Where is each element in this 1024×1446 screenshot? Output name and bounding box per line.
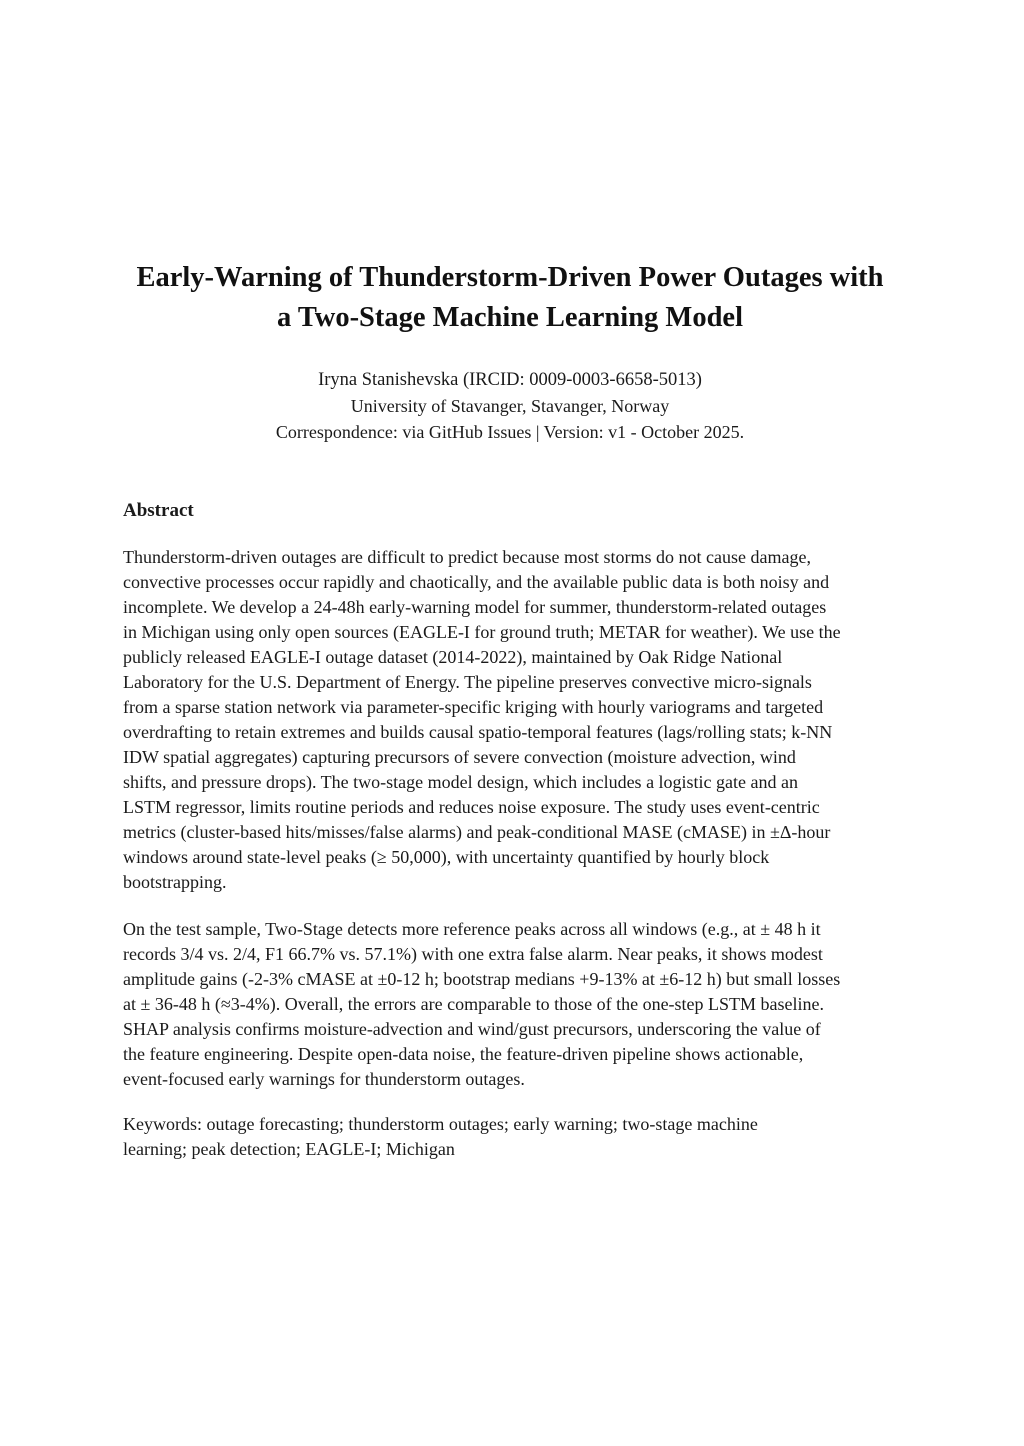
text-line: records 3/4 vs. 2/4, F1 66.7% vs. 57.1%) with one extra false alarm. Near peaks, it shows modest — [123, 944, 823, 964]
keywords-paragraph — [123, 1112, 883, 1162]
author-affiliation: University of Stavanger, Stavanger, Norway — [350, 396, 670, 416]
text-line: incomplete. We develop a 24-48h early-warning model for summer, thunderstorm-related outages — [123, 597, 827, 617]
text-line: overdrafting to retain extremes and builds causal spatio-temporal features (lags/rolling stats; k-NN — [123, 722, 833, 742]
text-line: publicly released EAGLE-I outage dataset (2014-2022), maintained by Oak Ridge National — [123, 647, 783, 667]
text-line: Thunderstorm-driven outages are difficult to predict because most storms do not cause damage, — [123, 547, 811, 567]
text-line: in Michigan using only open sources (EAGLE-I for ground truth; METAR for weather). We use the — [123, 622, 841, 642]
text-line: On the test sample, Two-Stage detects more reference peaks across all windows (e.g., at ± 48 h it — [123, 919, 821, 939]
text-line: metrics (cluster-based hits/misses/false alarms) and peak-conditional MASE (cMASE) in ±Δ-hour — [123, 822, 831, 842]
text-line: Laboratory for the U.S. Department of Energy. The pipeline preserves convective micro-signals — [123, 672, 812, 692]
author-name: Iryna Stanishevska (IRCID: 0009-0003-6658-5013) — [318, 370, 702, 390]
text-line: Keywords: outage forecasting; thunderstorm outages; early warning; two-stage machine — [123, 1114, 758, 1134]
text-line: bootstrapping. — [123, 872, 227, 892]
abstract-paragraph-1 — [123, 545, 883, 895]
text-line: amplitude gains (-2-3% cMASE at ±0-12 h; bootstrap medians +9-13% at ±6-12 h) but small losses — [123, 969, 841, 989]
text-line: from a sparse station network via parameter-specific kriging with hourly variograms and targeted — [123, 697, 824, 717]
text-line: LSTM regressor, limits routine periods and reduces noise exposure. The study uses event-centric — [123, 797, 820, 817]
paper-title-line: a Two-Stage Machine Learning Model — [276, 302, 743, 333]
correspondence-line: Correspondence: via GitHub Issues | Version: v1 - October 2025. — [275, 422, 745, 442]
author-block — [100, 367, 920, 445]
text-line: learning; peak detection; EAGLE-I; Michigan — [123, 1139, 455, 1159]
text-line: at ± 36-48 h (≈3-4%). Overall, the errors are comparable to those of the one-step LSTM baseline. — [123, 994, 825, 1014]
text-line: convective processes occur rapidly and chaotically, and the available public data is both noisy and — [123, 572, 830, 592]
paper-title — [100, 258, 920, 338]
abstract-heading: Abstract — [123, 500, 194, 521]
text-line: event-focused early warnings for thunderstorm outages. — [123, 1069, 525, 1089]
abstract-paragraph-2 — [123, 917, 883, 1092]
text-line: shifts, and pressure drops). The two-stage model design, which includes a logistic gate and an — [123, 772, 799, 792]
text-line: IDW spatial aggregates) capturing precursors of severe convection (moisture advection, wind — [123, 747, 796, 767]
paper-title-line: Early-Warning of Thunderstorm-Driven Power Outages with — [136, 262, 884, 293]
text-line: SHAP analysis confirms moisture-advection and wind/gust precursors, underscoring the value of — [123, 1019, 821, 1039]
text-line: the feature engineering. Despite open-data noise, the feature-driven pipeline shows actionable, — [123, 1044, 804, 1064]
text-line: windows around state-level peaks (≥ 50,000), with uncertainty quantified by hourly block — [123, 847, 770, 867]
